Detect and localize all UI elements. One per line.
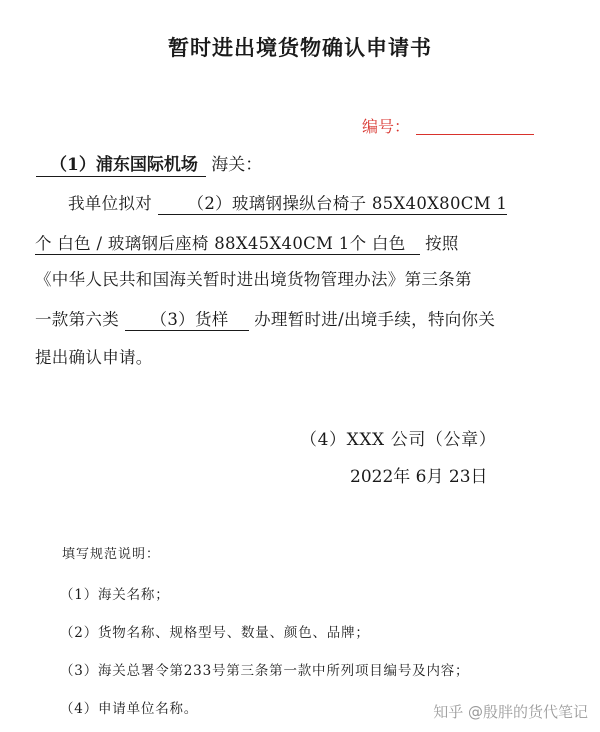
- note-item: （4）申请单位名称。: [60, 701, 199, 717]
- body-line-3: 《中华人民共和国海关暂时进出境货物管理办法》第三条第: [35, 270, 472, 289]
- goods-description: （2）玻璃钢操纵台椅子 85X40X80CM 1: [158, 194, 508, 215]
- note-item: （3）海关总署令第233号第三条第一款中所列项目编号及内容；: [60, 663, 470, 679]
- application-date: 2022年 6月 23日: [350, 467, 488, 487]
- watermark: 知乎 @殷胖的货代笔记: [433, 703, 588, 721]
- body-text: 按照: [425, 234, 459, 253]
- body-line-4: [35, 306, 495, 330]
- number-field: [362, 114, 534, 137]
- goods-description-cont: 个 白色 / 玻璃钢后座椅 88X45X40CM 1个 白色: [35, 234, 420, 255]
- customs-suffix: 海关：: [211, 155, 263, 175]
- applicant-signature: （4）XXX 公司（公章）: [300, 430, 497, 450]
- body-text: 我单位拟对: [68, 194, 152, 213]
- body-line-5: 提出确认申请。: [35, 348, 153, 367]
- body-line-1: [68, 190, 507, 214]
- body-text: 办理暂时进/出境手续，特向你关: [254, 310, 496, 329]
- number-blank-line: [416, 134, 534, 135]
- customs-name: （1）浦东国际机场: [36, 150, 206, 177]
- body-text: 一款第六类: [35, 310, 119, 329]
- addressee-line: [36, 150, 262, 177]
- note-item: （1）海关名称；: [60, 587, 170, 603]
- document-title: 暂时进出境货物确认申请书: [168, 35, 432, 60]
- notes-title: 填写规范说明：: [62, 547, 161, 562]
- body-line-2: [35, 230, 459, 254]
- note-item: （2）货物名称、规格型号、数量、颜色、品牌；: [60, 625, 370, 641]
- goods-type: （3）货样: [125, 310, 249, 331]
- number-label: 编号：: [362, 117, 411, 136]
